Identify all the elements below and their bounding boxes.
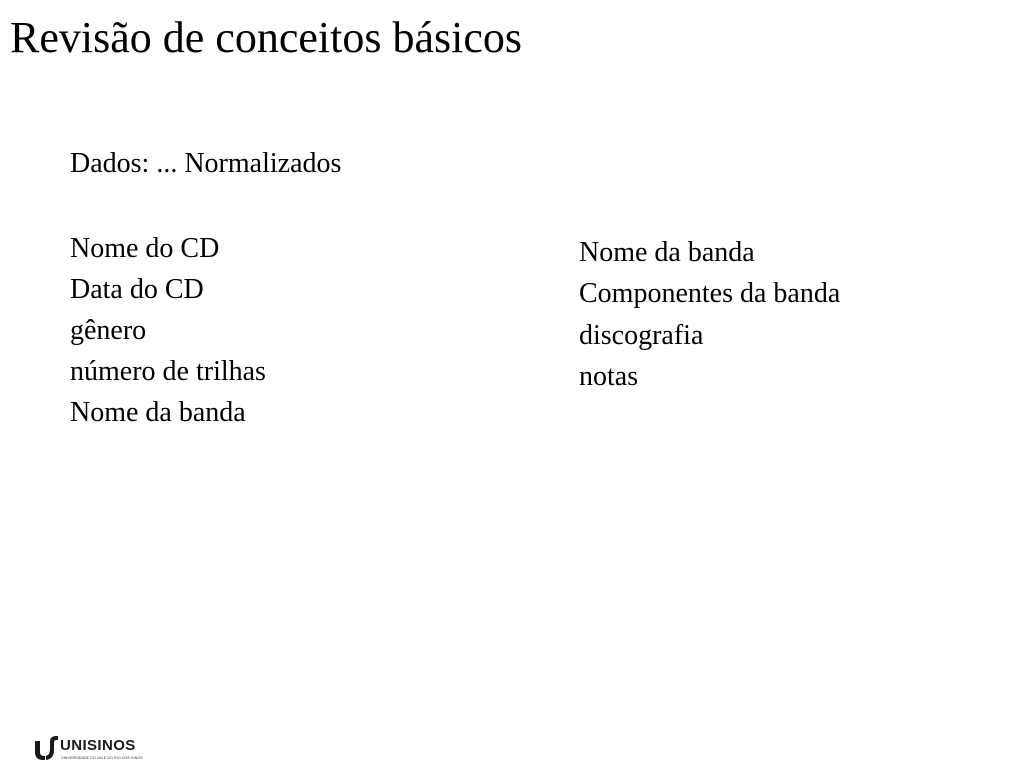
list-item: Nome da banda <box>70 397 246 428</box>
slide-subtitle: Dados: ... Normalizados <box>70 148 342 179</box>
logo-name: UNISINOS <box>60 737 136 754</box>
cd-attributes-list <box>70 228 266 433</box>
slide-title: Revisão de conceitos básicos <box>10 13 522 62</box>
list-item: notas <box>579 360 639 392</box>
logo-tagline: UNIVERSIDADE DO VALE DO RIO DOS SINOS <box>61 756 143 760</box>
unisinos-logo <box>33 735 153 765</box>
list-item: Componentes da banda <box>579 278 841 310</box>
unisinos-logo-mark-icon <box>33 735 59 761</box>
list-item: discografia <box>579 319 704 351</box>
list-item: Nome da banda <box>579 237 755 268</box>
list-item: número de trilhas <box>70 356 266 387</box>
list-item: gênero <box>70 315 147 346</box>
list-item: Nome do CD <box>70 233 220 264</box>
list-item: Data do CD <box>70 274 204 305</box>
band-attributes-list <box>579 232 840 397</box>
